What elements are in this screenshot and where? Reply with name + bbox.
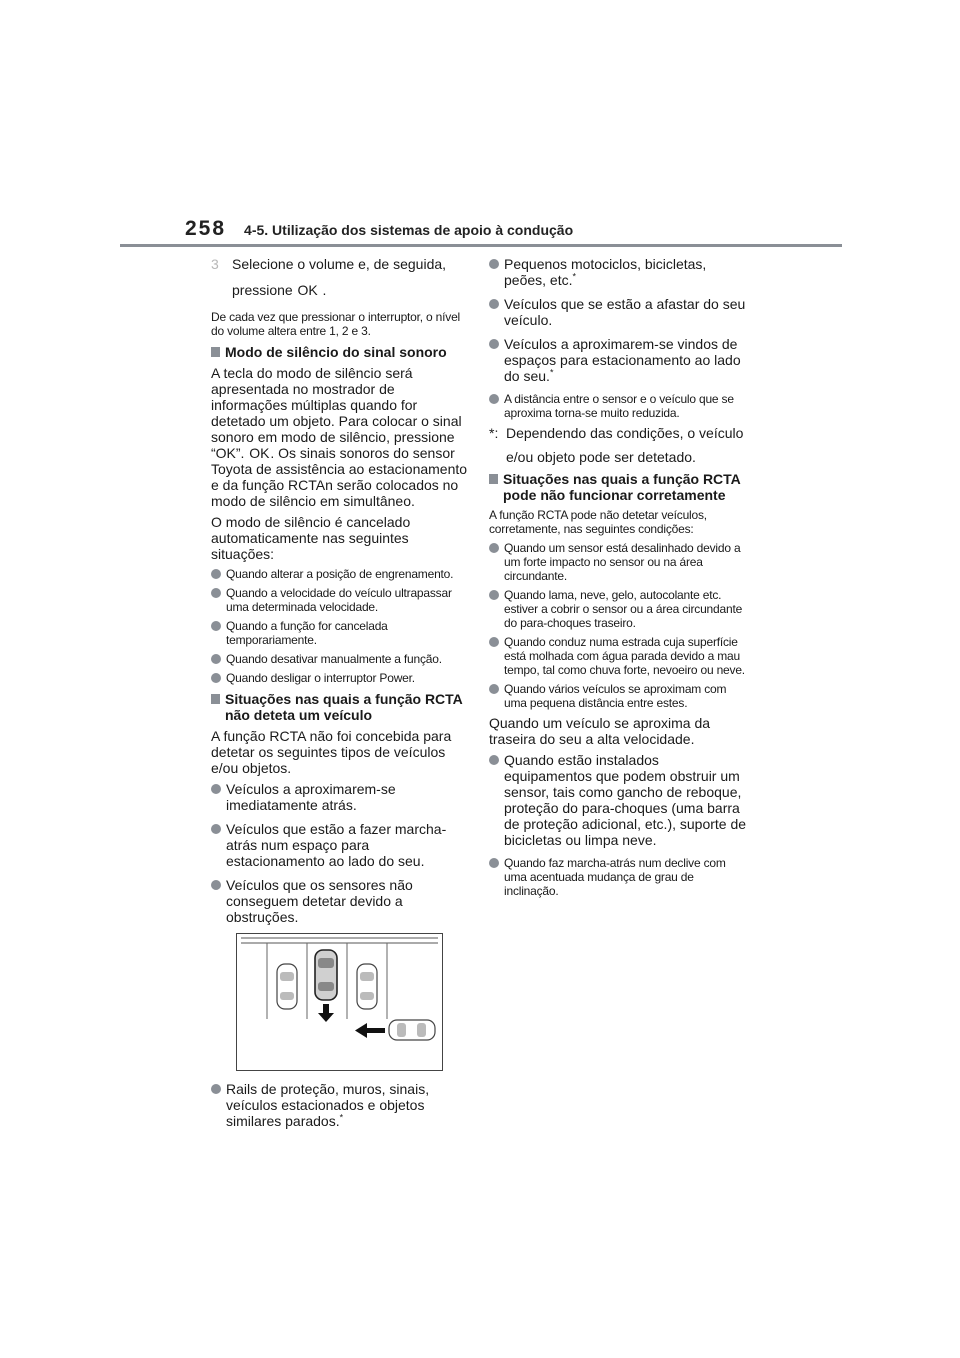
list-item	[489, 752, 749, 848]
own-car-icon	[315, 950, 337, 1000]
list-item	[211, 877, 471, 925]
list-item	[211, 567, 471, 581]
list-item-text: Veículos que se estão a afastar do seu veículo.	[504, 296, 746, 328]
footnote-text-2: e/ou objeto pode ser detetado.	[506, 449, 696, 465]
bullet-icon	[211, 1084, 221, 1094]
parked-car-icon	[277, 964, 297, 1009]
list-item-text	[226, 1081, 471, 1129]
list-item	[489, 588, 749, 630]
footnote-star: *	[339, 1112, 344, 1123]
list-item	[211, 821, 471, 869]
bullet-icon	[211, 824, 221, 834]
section-title: 4-5. Utilização dos sistemas de apoio à condução	[244, 222, 574, 238]
list-item	[211, 619, 471, 647]
page-number: 258	[185, 217, 227, 240]
malfunction-heading	[489, 471, 749, 503]
list-item-text: Quando faz marcha-atrás num declive com uma acentuada mudança de grau de inclinação.	[504, 856, 726, 898]
list-item	[211, 1081, 471, 1129]
list-item-text: Quando alterar a posição de engrenamento.	[226, 567, 454, 581]
parking-diagram	[237, 934, 442, 1070]
bullet-icon	[211, 569, 221, 579]
left-column	[211, 256, 471, 1137]
mute-text: A tecla do modo de silêncio será apresentada no mostrador de informações múltiplas quando for detetado um objeto. Para colocar o sinal sonoro em modo de silêncio, pressione “OK”.	[211, 365, 462, 461]
nodetect-intro: A função RCTA não foi concebida para detetar os seguintes tipos de veículos e/ou objetos.	[211, 728, 452, 776]
bullet-icon	[211, 880, 221, 890]
parking-illustration	[236, 933, 443, 1071]
bullet-icon	[489, 755, 499, 765]
list-item-text	[504, 256, 749, 288]
list-item	[489, 392, 749, 420]
list-item-text-main: Rails de proteção, muros, sinais, veículos estacionados e objetos similares parados.	[226, 1081, 430, 1129]
list-item-text: Quando estão instalados equipamentos que podem obstruir um sensor, tais como gancho de reboque, proteção do para-choques (uma barra de proteção adicional, etc.), suporte de bicicletas ou limpa neve.	[504, 752, 747, 848]
step-text: Selecione o volume e, de seguida,	[232, 256, 447, 272]
footnote-mark: *:	[489, 425, 499, 441]
approach-arrow-icon	[355, 1023, 385, 1038]
malfunction-intro: A função RCTA pode não detetar veículos, corretamente, nas seguintes condições:	[489, 508, 707, 536]
reverse-arrow-icon	[318, 1004, 334, 1022]
list-item	[489, 635, 749, 677]
list-item-text: Veículos que estão a fazer marcha-atrás num espaço para estacionamento ao lado do seu.	[226, 821, 447, 869]
list-item-text: A distância entre o sensor e o veículo que se aproxima torna-se muito reduzida.	[504, 392, 734, 420]
right-column	[489, 256, 749, 903]
bullet-icon	[489, 339, 499, 349]
header-rule	[120, 244, 842, 247]
bullet-icon	[489, 259, 499, 269]
footnote	[489, 425, 749, 465]
list-item-text: Quando a velocidade do veículo ultrapassar uma determinada velocidade.	[226, 586, 452, 614]
square-bullet-icon	[489, 474, 498, 484]
bullet-icon	[211, 784, 221, 794]
nodetect-heading	[211, 691, 471, 723]
mute-text-2: . Os sinais sonoros do sensor Toyota de assistência ao estacionamento e da função RCTAn serão colocados no modo de silêncio em simultâneo.	[211, 445, 468, 509]
list-item-text: Quando conduz numa estrada cuja superfície está molhada com água parada devido a mau tempo, tal como chuva forte, nevoeiro ou neve.	[504, 635, 745, 677]
cancel-intro: O modo de silêncio é cancelado automaticamente nas seguintes situações:	[211, 514, 411, 562]
list-item	[211, 671, 471, 685]
bullet-icon	[489, 858, 499, 868]
square-bullet-icon	[211, 347, 220, 357]
list-item-text-main: Veículos a aproximarem-se vindos de espaços para estacionamento ao lado do seu.	[504, 336, 741, 384]
list-item	[211, 652, 471, 666]
bullet-icon	[489, 394, 499, 404]
list-item-text: Quando desligar o interruptor Power.	[226, 671, 415, 685]
list-item	[489, 541, 749, 583]
page-header	[185, 217, 573, 241]
list-item	[489, 856, 749, 898]
bullet-icon	[489, 543, 499, 553]
parked-car-icon	[357, 964, 377, 1009]
footnote-star: *	[572, 271, 577, 282]
list-item-text: Quando desativar manualmente a função.	[226, 652, 442, 666]
list-item-text: Quando vários veículos se aproximam com uma pequena distância entre estes.	[504, 682, 727, 710]
bullet-icon	[211, 673, 221, 683]
list-item-text: Quando lama, neve, gelo, autocolante etc. estiver a cobrir o sensor ou a área circundante do para-choques traseiro.	[504, 588, 743, 630]
bullet-icon	[211, 588, 221, 598]
bullet-icon	[211, 621, 221, 631]
bullet-icon	[489, 590, 499, 600]
mute-heading	[211, 344, 471, 360]
speed-paragraph: Quando um veículo se aproxima da traseira do seu a alta velocidade.	[489, 715, 711, 747]
bullet-icon	[489, 299, 499, 309]
list-item-text: Veículos que os sensores não conseguem detetar devido a obstruções.	[226, 877, 413, 925]
bullet-icon	[489, 637, 499, 647]
list-item-text-main: Pequenos motociclos, bicicletas, peões, etc.	[504, 256, 707, 288]
footnote-star: *	[549, 367, 554, 378]
bullet-icon	[489, 684, 499, 694]
ok-switch-icon: OK	[297, 282, 318, 298]
list-item	[489, 256, 749, 288]
list-item-text	[504, 336, 749, 384]
list-item	[489, 682, 749, 710]
footnote-text: Dependendo das condições, o veículo	[506, 425, 744, 441]
heading-text: Modo de silêncio do sinal sonoro	[225, 344, 447, 360]
list-item	[489, 296, 749, 328]
ok-switch-icon: OK	[249, 445, 270, 461]
list-item-text: Veículos a aproximarem-se imediatamente atrás.	[226, 781, 396, 813]
step-text-2: pressione	[232, 282, 293, 298]
bullet-icon	[211, 654, 221, 664]
step-3	[211, 256, 471, 272]
heading-text: Situações nas quais a função RCTA não deteta um veículo	[225, 691, 463, 723]
heading-text: Situações nas quais a função RCTA pode não funcionar corretamente	[503, 471, 741, 503]
list-item-text: Quando a função for cancelada temporariamente.	[226, 619, 388, 647]
mute-paragraph	[211, 365, 471, 509]
step-3-line2	[232, 282, 471, 298]
step-number: 3	[211, 256, 219, 272]
list-item-text: Quando um sensor está desalinhado devido a um forte impacto no sensor ou na área circundante.	[504, 541, 741, 583]
square-bullet-icon	[211, 694, 220, 704]
list-item	[489, 336, 749, 384]
list-item	[211, 586, 471, 614]
step-note: De cada vez que pressionar o interruptor, o nível do volume altera entre 1, 2 e 3.	[211, 310, 461, 338]
step-period: .	[322, 282, 327, 298]
list-item	[211, 781, 471, 813]
approaching-car-icon	[389, 1020, 435, 1040]
